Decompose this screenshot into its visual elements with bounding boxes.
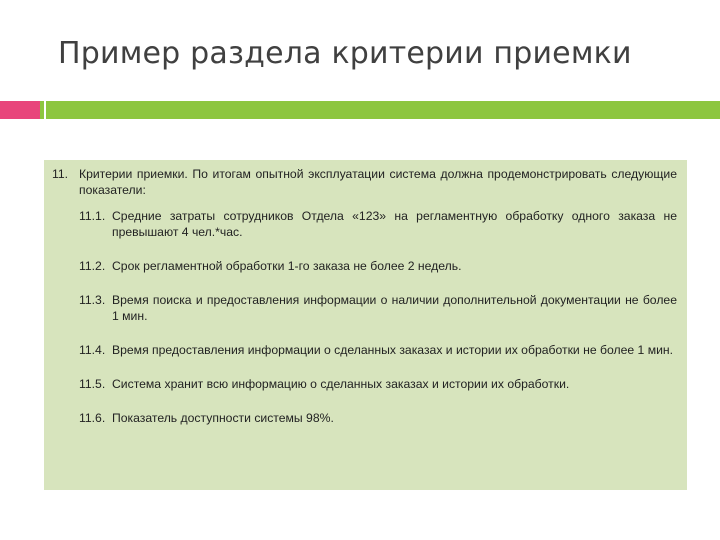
subitem-number: 11.6. bbox=[79, 411, 106, 425]
slide-title: Пример раздела критерии приемки bbox=[58, 36, 632, 71]
criteria-subitem bbox=[79, 258, 677, 274]
subitem-text: Время предоставления информации о сделанных заказах и истории их обработки не более 1 мин. bbox=[112, 343, 674, 357]
green-accent-bar bbox=[46, 101, 720, 119]
criteria-heading-item bbox=[52, 166, 677, 198]
criteria-subitem bbox=[79, 208, 677, 240]
subitem-text: Время поиска и предоставления информации о наличии дополнительной документации не более 1 мин. bbox=[112, 293, 677, 323]
subitem-text: Показатель доступности системы 98%. bbox=[112, 411, 334, 425]
subitem-text: Срок регламентной обработки 1-го заказа не более 2 недель. bbox=[112, 259, 462, 273]
criteria-subitem-list bbox=[52, 208, 677, 426]
criteria-subitem bbox=[79, 410, 677, 426]
item-text: Критерии приемки. По итогам опытной эксплуатации система должна продемонстрировать следующие показатели: bbox=[79, 167, 677, 197]
pink-accent-block bbox=[0, 101, 40, 119]
subitem-number: 11.1. bbox=[79, 209, 106, 223]
criteria-subitem bbox=[79, 342, 677, 358]
subitem-number: 11.2. bbox=[79, 259, 106, 273]
subitem-text: Средние затраты сотрудников Отдела «123» на регламентную обработку одного заказа не превышают 4 чел.*час. bbox=[112, 209, 677, 239]
subitem-text: Система хранит всю информацию о сделанных заказах и истории их обработки. bbox=[112, 377, 570, 391]
acceptance-criteria-document bbox=[44, 160, 687, 490]
criteria-subitem bbox=[79, 292, 677, 324]
criteria-subitem bbox=[79, 376, 677, 392]
subitem-number: 11.4. bbox=[79, 343, 106, 357]
subitem-number: 11.5. bbox=[79, 377, 106, 391]
green-accent-block bbox=[40, 101, 44, 119]
item-number: 11. bbox=[52, 167, 69, 181]
subitem-number: 11.3. bbox=[79, 293, 106, 307]
